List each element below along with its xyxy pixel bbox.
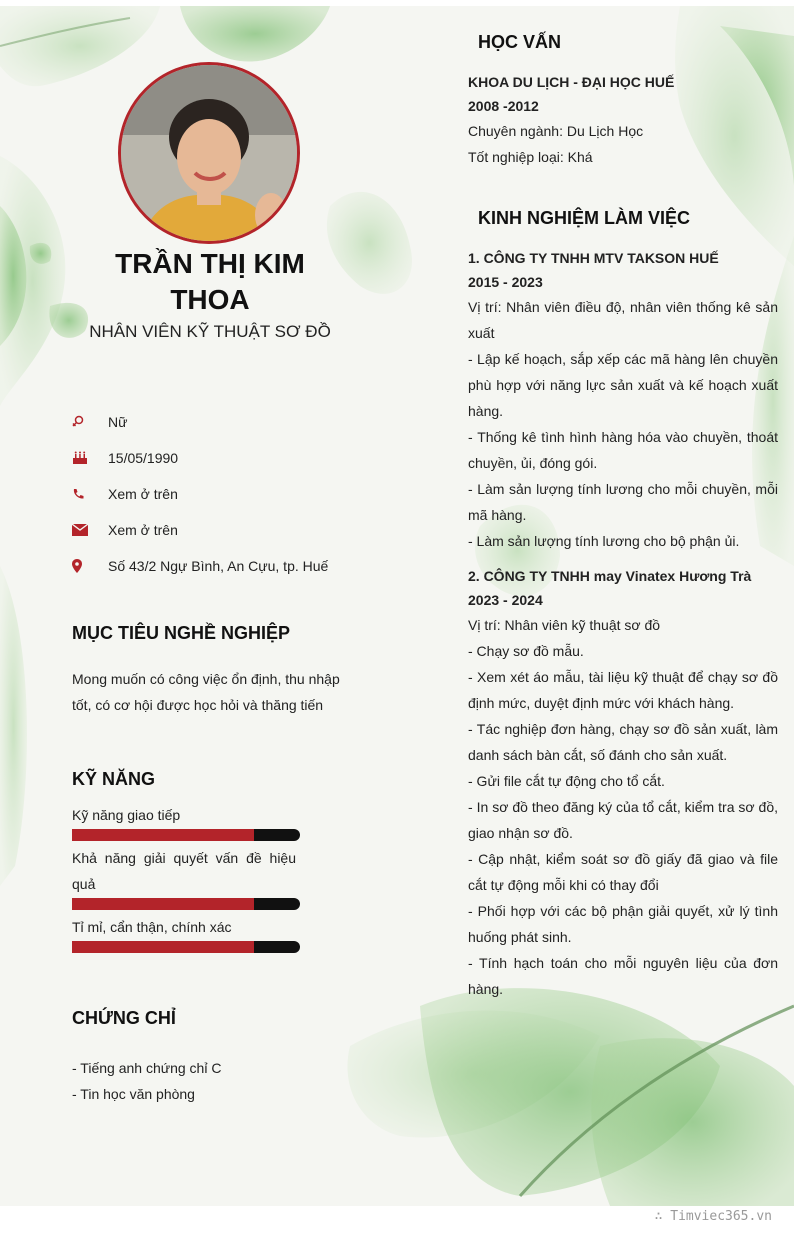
job-line: - Phối hợp với các bộ phận giải quyết, xử lý tình huống phát sinh. bbox=[468, 903, 778, 945]
education-block bbox=[468, 70, 778, 170]
education-school: KHOA DU LỊCH - ĐẠI HỌC HUẾ bbox=[468, 74, 675, 90]
birthday-value: 15/05/1990 bbox=[108, 450, 179, 466]
job-line: - Thống kê tình hình hàng hóa vào chuyền, thoát chuyền, ủi, đóng gói. bbox=[468, 429, 778, 471]
skills-list bbox=[72, 802, 300, 957]
certificates-list bbox=[72, 1055, 352, 1107]
skill-bar bbox=[72, 898, 300, 910]
candidate-name bbox=[60, 246, 360, 318]
map-pin-icon bbox=[72, 559, 108, 573]
experience-job-2 bbox=[468, 564, 778, 1002]
certificate-item: - Tin học văn phòng bbox=[72, 1086, 195, 1102]
job-line: - In sơ đồ theo đăng ký của tổ cắt, kiểm tra sơ đồ, giao nhận sơ đồ. bbox=[468, 799, 778, 841]
email-value: Xem ở trên bbox=[108, 522, 178, 538]
info-birthday bbox=[72, 440, 328, 476]
job-line: - Chạy sơ đồ mẫu. bbox=[468, 643, 584, 659]
job-period: 2015 - 2023 bbox=[468, 274, 543, 290]
skill-label: Tỉ mỉ, cẩn thận, chính xác bbox=[72, 919, 232, 935]
job-period: 2023 - 2024 bbox=[468, 592, 543, 608]
experience-job-1 bbox=[468, 246, 778, 554]
education-title: HỌC VẤN bbox=[478, 32, 562, 52]
skill-bar-fill bbox=[72, 829, 254, 841]
info-email bbox=[72, 512, 328, 548]
job-line: - Gửi file cắt tự động cho tổ cắt. bbox=[468, 773, 665, 789]
job-line: - Lập kế hoạch, sắp xếp các mã hàng lên chuyền phù hợp với năng lực sản xuất và kế hoạch xuất hàng. bbox=[468, 351, 778, 419]
education-major: Chuyên ngành: Du Lịch Học bbox=[468, 123, 644, 139]
phone-icon bbox=[72, 488, 108, 500]
job-line: - Cập nhật, kiểm soát sơ đồ giấy đã giao và file cắt tự động mỗi khi có thay đổi bbox=[468, 851, 778, 893]
cv-page bbox=[0, 6, 794, 1206]
education-period: 2008 -2012 bbox=[468, 98, 539, 114]
address-value: Số 43/2 Ngự Bình, An Cựu, tp. Huế bbox=[108, 558, 329, 574]
footer-watermark: ∴ Timviec365.vn bbox=[654, 1209, 772, 1224]
skill-bar-fill bbox=[72, 898, 254, 910]
info-phone bbox=[72, 476, 328, 512]
job-line: Vị trí: Nhân viên điều độ, nhân viên thống kê sản xuất bbox=[468, 299, 778, 341]
job-company: 2. CÔNG TY TNHH may Vinatex Hương Trà bbox=[468, 568, 752, 584]
certificates-title: CHỨNG CHỈ bbox=[72, 1008, 176, 1028]
info-gender bbox=[72, 404, 328, 440]
birthday-cake-icon bbox=[72, 451, 108, 465]
job-line: - Làm sản lượng tính lương cho mỗi chuyền, mỗi mã hàng. bbox=[468, 481, 778, 523]
job-line: Vị trí: Nhân viên kỹ thuật sơ đồ bbox=[468, 617, 661, 633]
skill-label: Khả năng giải quyết vấn đề hiệu quả bbox=[72, 850, 296, 892]
job-line: - Xem xét áo mẫu, tài liệu kỹ thuật để chạy sơ đồ định mức, duyệt định mức với khách hàng. bbox=[468, 669, 778, 711]
objective-text: Mong muốn có công việc ổn định, thu nhập tốt, có cơ hội được học hỏi và thăng tiến bbox=[72, 671, 340, 713]
gender-value: Nữ bbox=[108, 414, 128, 430]
envelope-icon bbox=[72, 524, 108, 536]
skills-title: KỸ NĂNG bbox=[72, 769, 156, 789]
gender-icon bbox=[72, 415, 108, 429]
job-line: - Làm sản lượng tính lương cho bộ phận ủi. bbox=[468, 533, 740, 549]
name-line-1: TRẦN THỊ KIM bbox=[115, 248, 305, 279]
experience-title: KINH NGHIỆM LÀM VIỆC bbox=[478, 208, 691, 228]
certificate-item: - Tiếng anh chứng chỉ C bbox=[72, 1060, 222, 1076]
skill-bar-fill bbox=[72, 941, 254, 953]
job-line: - Tác nghiệp đơn hàng, chạy sơ đồ sản xuất, làm danh sách bàn cắt, số đánh cho sản xuất. bbox=[468, 721, 778, 763]
avatar-illustration bbox=[121, 65, 297, 241]
job-title: NHÂN VIÊN KỸ THUẬT SƠ ĐỒ bbox=[89, 322, 331, 341]
contact-info bbox=[72, 404, 328, 584]
info-address bbox=[72, 548, 328, 584]
skill-bar bbox=[72, 941, 300, 953]
skill-bar bbox=[72, 829, 300, 841]
skill-label: Kỹ năng giao tiếp bbox=[72, 807, 181, 823]
education-grade: Tốt nghiệp loại: Khá bbox=[468, 149, 593, 165]
job-line: - Tính hạch toán cho mỗi nguyên liệu của đơn hàng. bbox=[468, 955, 778, 997]
objective-title: MỤC TIÊU NGHỀ NGHIỆP bbox=[72, 623, 291, 643]
phone-value: Xem ở trên bbox=[108, 486, 178, 502]
name-line-2: THOA bbox=[170, 284, 250, 315]
avatar-photo bbox=[118, 62, 300, 244]
job-company: 1. CÔNG TY TNHH MTV TAKSON HUẾ bbox=[468, 250, 719, 266]
